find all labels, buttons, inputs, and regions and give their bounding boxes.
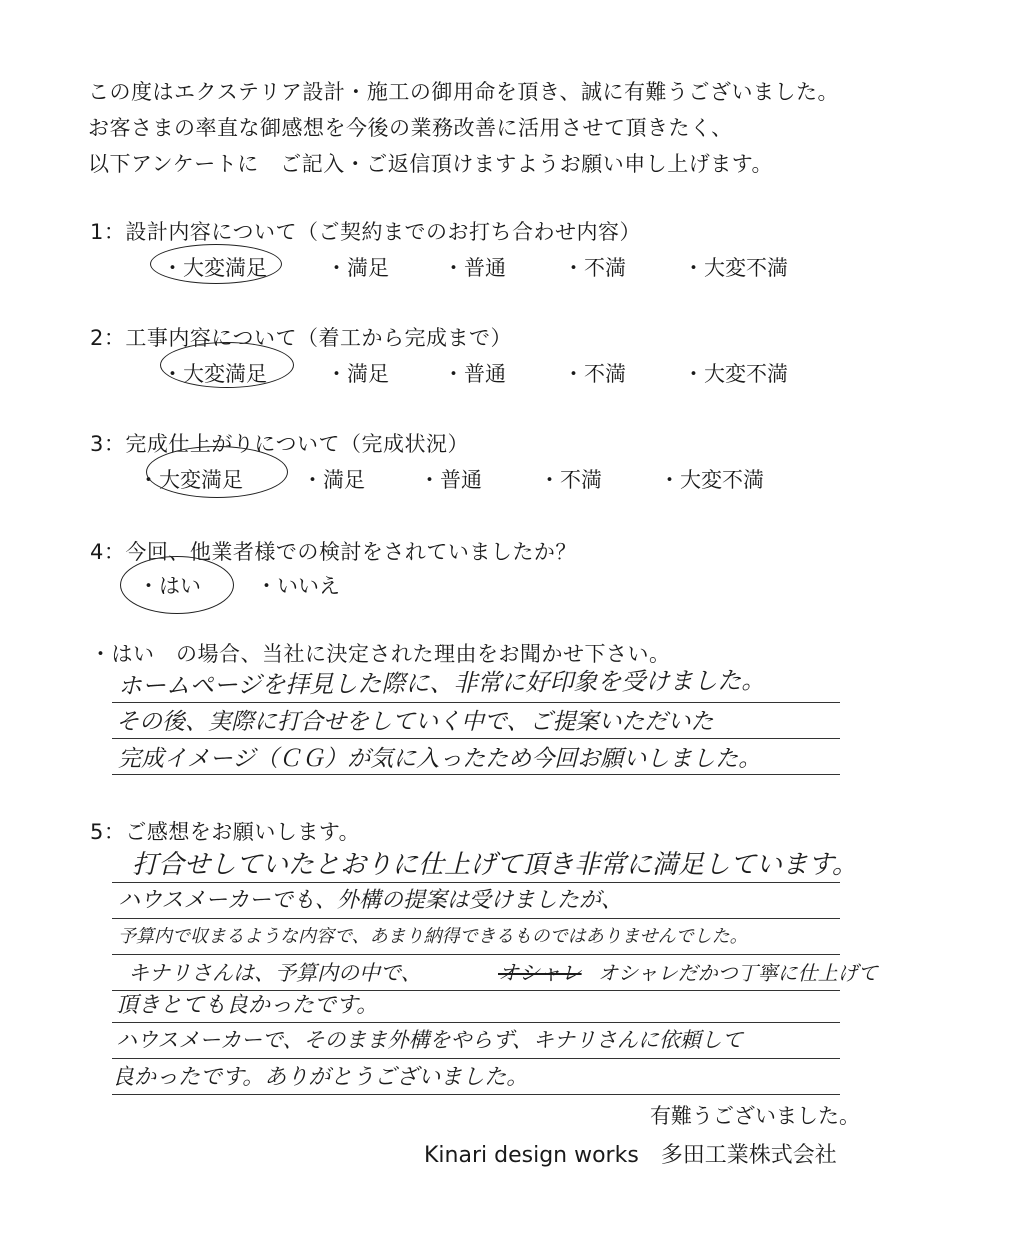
q4-option-yes[interactable]: ・はい bbox=[138, 574, 201, 598]
reason-answer-line-2: その後、実際に打合せをしていく中で、ご提案いただいた bbox=[116, 709, 714, 735]
impressions-answer-line-6: ハウスメーカーで、そのまま外構をやらず、キナリさんに依頼して bbox=[116, 1028, 743, 1052]
reason-answer-line-3: 完成イメージ（ＣＧ）が気に入ったため今回お願いしました。 bbox=[118, 746, 762, 772]
q3-option-dissatisfied[interactable]: ・不満 bbox=[539, 468, 602, 492]
intro-line-2: お客さまの率直な御感想を今後の業務改善に活用させて頂きたく、 bbox=[88, 116, 733, 140]
impressions-rule-6 bbox=[112, 1058, 840, 1059]
question-3-label: 3：完成仕上がりについて（完成状況） bbox=[90, 432, 469, 456]
impressions-answer-line-2: ハウスメーカーでも、外構の提案は受けましたが、 bbox=[118, 888, 623, 913]
q2-option-normal[interactable]: ・普通 bbox=[443, 362, 506, 386]
question-4-label: 4：今回、他業者様での検討をされていましたか？ bbox=[90, 540, 577, 564]
impressions-answer-crossed-out: オシャレ bbox=[498, 961, 582, 985]
impressions-rule-7 bbox=[112, 1094, 840, 1095]
closing-thanks: 有難うございました。 bbox=[650, 1104, 860, 1128]
intro-line-1: この度はエクステリア設計・施工の御用命を頂き、誠に有難うございました。 bbox=[88, 80, 840, 104]
question-2-label: 2：工事内容について（着工から完成まで） bbox=[90, 326, 512, 350]
q4-selection-circle bbox=[120, 556, 234, 614]
impressions-answer-line-4b: オシャレだかつ丁寧に仕上げて bbox=[598, 961, 878, 985]
q3-option-satisfied[interactable]: ・満足 bbox=[302, 468, 365, 492]
impressions-rule-3 bbox=[112, 954, 840, 955]
reason-rule-2 bbox=[112, 738, 840, 739]
impressions-rule-5 bbox=[112, 1022, 840, 1023]
q1-option-normal[interactable]: ・普通 bbox=[443, 256, 506, 280]
q3-option-very-satisfied[interactable]: ・大変満足 bbox=[138, 468, 243, 492]
impressions-answer-line-4a: キナリさんは、予算内の中で、 bbox=[128, 961, 422, 985]
question-2-options bbox=[0, 358, 1024, 388]
q2-selection-circle bbox=[160, 342, 294, 388]
q3-option-normal[interactable]: ・普通 bbox=[419, 468, 482, 492]
question-1-label: 1：設計内容について（ご契約までのお打ち合わせ内容） bbox=[90, 220, 641, 244]
company-name: Kinari design works 多田工業株式会社 bbox=[424, 1143, 837, 1168]
q3-option-very-dissatisfied[interactable]: ・大変不満 bbox=[659, 468, 764, 492]
intro-line-3: 以下アンケートに ご記入・ご返信頂けますようお願い申し上げます。 bbox=[88, 152, 774, 176]
q1-option-very-dissatisfied[interactable]: ・大変不満 bbox=[683, 256, 788, 280]
impressions-answer-line-1: 打合せしていたとおりに仕上げて頂き非常に満足しています。 bbox=[132, 850, 858, 880]
q1-selection-circle bbox=[150, 244, 282, 284]
q1-option-dissatisfied[interactable]: ・不満 bbox=[563, 256, 626, 280]
q3-selection-circle bbox=[146, 446, 288, 498]
q2-option-very-dissatisfied[interactable]: ・大変不満 bbox=[683, 362, 788, 386]
reason-prompt: ・はい の場合、当社に決定された理由をお聞かせ下さい。 bbox=[90, 642, 671, 666]
reason-rule-3 bbox=[112, 774, 840, 775]
reason-answer-line-1: ホームページを拝見した際に、非常に好印象を受けました。 bbox=[117, 666, 766, 701]
impressions-rule-2 bbox=[112, 918, 840, 919]
q4-option-no[interactable]: ・いいえ bbox=[256, 574, 340, 598]
q2-option-dissatisfied[interactable]: ・不満 bbox=[563, 362, 626, 386]
impressions-answer-line-7: 良かったです。ありがとうございました。 bbox=[112, 1065, 529, 1090]
impressions-answer-line-5: 頂きとても良かったです。 bbox=[116, 993, 379, 1018]
q2-option-satisfied[interactable]: ・満足 bbox=[326, 362, 389, 386]
q1-option-satisfied[interactable]: ・満足 bbox=[326, 256, 389, 280]
q2-option-very-satisfied[interactable]: ・大変満足 bbox=[162, 362, 267, 386]
impressions-prompt: 5：ご感想をお願いします。 bbox=[90, 820, 361, 844]
impressions-answer-line-3: 予算内で収まるような内容で、あまり納得できるものではありませんでした。 bbox=[118, 926, 748, 947]
q1-option-very-satisfied[interactable]: ・大変満足 bbox=[162, 256, 267, 280]
